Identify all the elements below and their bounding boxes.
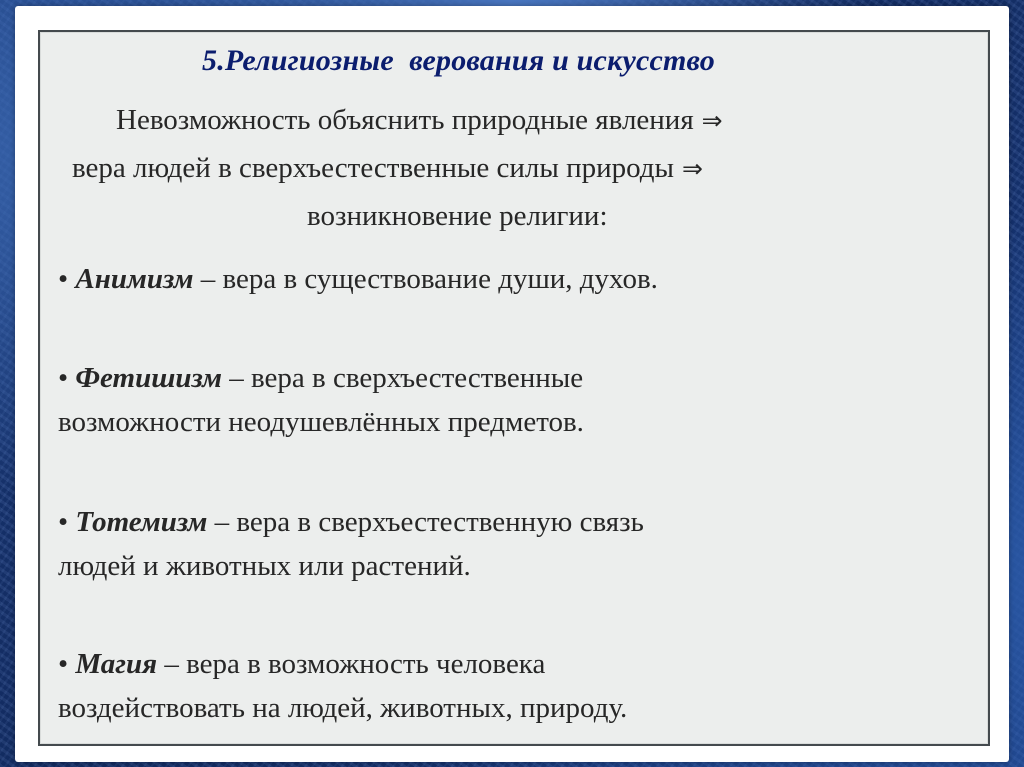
list-item-animism bbox=[58, 257, 958, 301]
implies-arrow-icon: ⇒ bbox=[701, 106, 723, 135]
list-item-line bbox=[58, 356, 958, 400]
bullet-icon: • bbox=[58, 648, 69, 680]
bullet-icon: • bbox=[58, 362, 69, 394]
intro-text-1: Невозможность объяснить природные явления bbox=[116, 104, 694, 136]
definition-continuation: воздействовать на людей, животных, природу. bbox=[58, 692, 628, 724]
list-item-fetishism bbox=[58, 356, 958, 444]
definition-text: – вера в существование души, духов. bbox=[193, 263, 658, 295]
intro-line-1 bbox=[116, 104, 723, 137]
list-item-totemism bbox=[58, 500, 958, 588]
bullet-icon: • bbox=[58, 263, 69, 295]
slide-title: 5.Религиозные верования и искусство bbox=[202, 44, 715, 77]
intro-line-2 bbox=[72, 152, 703, 185]
term-totemism: Тотемизм bbox=[75, 506, 208, 538]
bullet-icon: • bbox=[58, 506, 69, 538]
list-item-magic bbox=[58, 642, 958, 730]
implies-arrow-icon: ⇒ bbox=[682, 154, 703, 183]
definition-continuation: людей и животных или растений. bbox=[58, 550, 471, 582]
list-item-line bbox=[58, 500, 958, 544]
definition-text: – вера в сверхъестественную связь bbox=[207, 506, 644, 538]
definition-text: – вера в возможность человека bbox=[157, 648, 546, 680]
list-item-line bbox=[58, 642, 958, 686]
term-magic: Магия bbox=[75, 648, 158, 680]
term-animism: Анимизм bbox=[75, 263, 194, 295]
intro-line-3: возникновение религии: bbox=[307, 200, 608, 232]
definition-continuation: возможности неодушевлённых предметов. bbox=[58, 406, 584, 438]
intro-text-2: вера людей в сверхъестественные силы природы bbox=[72, 152, 675, 184]
term-fetishism: Фетишизм bbox=[75, 362, 222, 394]
definition-text: – вера в сверхъестественные bbox=[221, 362, 584, 394]
list-item-line bbox=[58, 257, 958, 301]
